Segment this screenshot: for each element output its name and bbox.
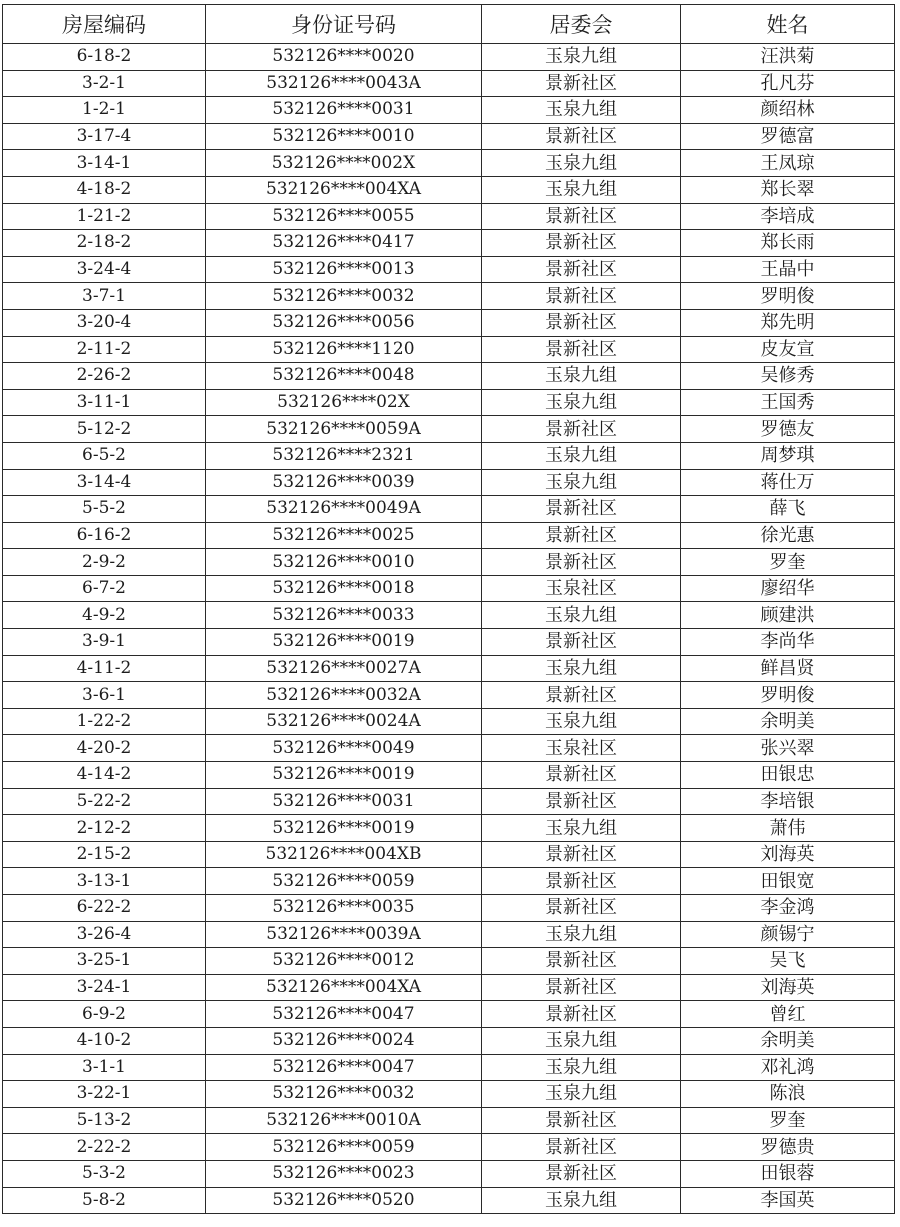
house-code-cell: 2-9-2 bbox=[3, 549, 206, 576]
table-row bbox=[3, 735, 895, 762]
table-row bbox=[3, 150, 895, 177]
document-page bbox=[2, 4, 894, 1214]
house-code-cell: 3-7-1 bbox=[3, 283, 206, 310]
committee-cell: 玉泉九组 bbox=[482, 150, 681, 177]
committee-cell: 景新社区 bbox=[482, 1160, 681, 1187]
id-number-cell: 532126****0047 bbox=[206, 1001, 482, 1028]
committee-cell: 景新社区 bbox=[482, 256, 681, 283]
name-cell: 周梦琪 bbox=[681, 442, 895, 469]
house-code-cell: 1-22-2 bbox=[3, 708, 206, 735]
committee-cell: 玉泉社区 bbox=[482, 735, 681, 762]
house-code-cell: 2-18-2 bbox=[3, 230, 206, 257]
id-number-cell: 532126****004XA bbox=[206, 176, 482, 203]
committee-cell: 景新社区 bbox=[482, 522, 681, 549]
id-number-cell: 532126****0520 bbox=[206, 1187, 482, 1214]
house-code-cell: 2-15-2 bbox=[3, 841, 206, 868]
id-number-cell: 532126****0031 bbox=[206, 788, 482, 815]
name-cell: 余明美 bbox=[681, 1027, 895, 1054]
committee-cell: 景新社区 bbox=[482, 682, 681, 709]
committee-cell: 景新社区 bbox=[482, 788, 681, 815]
id-number-cell: 532126****0048 bbox=[206, 363, 482, 390]
name-cell: 鲜昌贤 bbox=[681, 655, 895, 682]
id-number-cell: 532126****2321 bbox=[206, 442, 482, 469]
table-row bbox=[3, 1160, 895, 1187]
committee-cell: 景新社区 bbox=[482, 123, 681, 150]
table-row bbox=[3, 97, 895, 124]
name-cell: 徐光惠 bbox=[681, 522, 895, 549]
table-row bbox=[3, 895, 895, 922]
id-number-cell: 532126****0059 bbox=[206, 1134, 482, 1161]
name-cell: 郑先明 bbox=[681, 309, 895, 336]
committee-cell: 景新社区 bbox=[482, 70, 681, 97]
id-number-cell: 532126****0024A bbox=[206, 708, 482, 735]
house-code-cell: 5-22-2 bbox=[3, 788, 206, 815]
table-row bbox=[3, 974, 895, 1001]
house-code-cell: 3-17-4 bbox=[3, 123, 206, 150]
committee-cell: 玉泉九组 bbox=[482, 708, 681, 735]
name-cell: 李金鸿 bbox=[681, 895, 895, 922]
id-number-cell: 532126****0019 bbox=[206, 762, 482, 789]
committee-cell: 景新社区 bbox=[482, 762, 681, 789]
header-row bbox=[3, 5, 895, 44]
house-code-cell: 2-22-2 bbox=[3, 1134, 206, 1161]
name-cell: 萧伟 bbox=[681, 815, 895, 842]
committee-cell: 玉泉九组 bbox=[482, 469, 681, 496]
committee-cell: 玉泉社区 bbox=[482, 575, 681, 602]
id-number-cell: 532126****0417 bbox=[206, 230, 482, 257]
table-row bbox=[3, 1134, 895, 1161]
name-cell: 薛飞 bbox=[681, 496, 895, 523]
house-code-cell: 6-18-2 bbox=[3, 44, 206, 71]
table-row bbox=[3, 469, 895, 496]
id-number-cell: 532126****0032A bbox=[206, 682, 482, 709]
name-cell: 王国秀 bbox=[681, 389, 895, 416]
table-row bbox=[3, 363, 895, 390]
committee-cell: 景新社区 bbox=[482, 1107, 681, 1134]
name-cell: 罗明俊 bbox=[681, 682, 895, 709]
table-body bbox=[3, 44, 895, 1214]
name-cell: 曾红 bbox=[681, 1001, 895, 1028]
committee-cell: 玉泉九组 bbox=[482, 176, 681, 203]
id-number-cell: 532126****0023 bbox=[206, 1160, 482, 1187]
name-cell: 李尚华 bbox=[681, 629, 895, 656]
resident-table bbox=[2, 4, 895, 1214]
house-code-cell: 3-6-1 bbox=[3, 682, 206, 709]
name-cell: 王晶中 bbox=[681, 256, 895, 283]
id-number-cell: 532126****0025 bbox=[206, 522, 482, 549]
name-cell: 张兴翠 bbox=[681, 735, 895, 762]
committee-cell: 景新社区 bbox=[482, 1134, 681, 1161]
committee-cell: 玉泉九组 bbox=[482, 97, 681, 124]
house-code-cell: 2-12-2 bbox=[3, 815, 206, 842]
house-code-cell: 3-2-1 bbox=[3, 70, 206, 97]
committee-cell: 景新社区 bbox=[482, 496, 681, 523]
id-number-cell: 532126****0019 bbox=[206, 629, 482, 656]
house-code-cell: 6-9-2 bbox=[3, 1001, 206, 1028]
name-cell: 吴修秀 bbox=[681, 363, 895, 390]
table-row bbox=[3, 868, 895, 895]
id-number-cell: 532126****0010 bbox=[206, 123, 482, 150]
table-row bbox=[3, 815, 895, 842]
committee-cell: 景新社区 bbox=[482, 230, 681, 257]
house-code-cell: 4-9-2 bbox=[3, 602, 206, 629]
committee-cell: 玉泉九组 bbox=[482, 1081, 681, 1108]
name-cell: 蒋仕万 bbox=[681, 469, 895, 496]
table-row bbox=[3, 123, 895, 150]
id-number-cell: 532126****0055 bbox=[206, 203, 482, 230]
table-row bbox=[3, 70, 895, 97]
house-code-cell: 6-5-2 bbox=[3, 442, 206, 469]
house-code-cell: 5-8-2 bbox=[3, 1187, 206, 1214]
table-row bbox=[3, 549, 895, 576]
id-number-cell: 532126****0047 bbox=[206, 1054, 482, 1081]
table-row bbox=[3, 283, 895, 310]
id-number-cell: 532126****0059 bbox=[206, 868, 482, 895]
id-number-cell: 532126****0020 bbox=[206, 44, 482, 71]
id-number-cell: 532126****0056 bbox=[206, 309, 482, 336]
house-code-cell: 3-14-4 bbox=[3, 469, 206, 496]
committee-cell: 玉泉九组 bbox=[482, 921, 681, 948]
name-cell: 罗德友 bbox=[681, 416, 895, 443]
house-code-cell: 3-20-4 bbox=[3, 309, 206, 336]
id-number-cell: 532126****0010 bbox=[206, 549, 482, 576]
header-committee: 居委会 bbox=[482, 5, 681, 44]
house-code-cell: 4-18-2 bbox=[3, 176, 206, 203]
name-cell: 罗奎 bbox=[681, 1107, 895, 1134]
id-number-cell: 532126****0049A bbox=[206, 496, 482, 523]
house-code-cell: 1-21-2 bbox=[3, 203, 206, 230]
house-code-cell: 3-26-4 bbox=[3, 921, 206, 948]
committee-cell: 景新社区 bbox=[482, 1001, 681, 1028]
table-row bbox=[3, 203, 895, 230]
house-code-cell: 2-11-2 bbox=[3, 336, 206, 363]
house-code-cell: 2-26-2 bbox=[3, 363, 206, 390]
committee-cell: 景新社区 bbox=[482, 948, 681, 975]
committee-cell: 景新社区 bbox=[482, 629, 681, 656]
name-cell: 皮友宣 bbox=[681, 336, 895, 363]
name-cell: 罗明俊 bbox=[681, 283, 895, 310]
table-row bbox=[3, 1001, 895, 1028]
committee-cell: 景新社区 bbox=[482, 283, 681, 310]
house-code-cell: 3-24-1 bbox=[3, 974, 206, 1001]
committee-cell: 景新社区 bbox=[482, 336, 681, 363]
name-cell: 罗奎 bbox=[681, 549, 895, 576]
table-row bbox=[3, 389, 895, 416]
header-id-number: 身份证号码 bbox=[206, 5, 482, 44]
id-number-cell: 532126****0031 bbox=[206, 97, 482, 124]
table-row bbox=[3, 708, 895, 735]
name-cell: 汪洪菊 bbox=[681, 44, 895, 71]
table-row bbox=[3, 1054, 895, 1081]
name-cell: 郑长翠 bbox=[681, 176, 895, 203]
id-number-cell: 532126****1120 bbox=[206, 336, 482, 363]
committee-cell: 玉泉九组 bbox=[482, 442, 681, 469]
committee-cell: 玉泉九组 bbox=[482, 815, 681, 842]
id-number-cell: 532126****004XA bbox=[206, 974, 482, 1001]
name-cell: 郑长雨 bbox=[681, 230, 895, 257]
name-cell: 罗德贵 bbox=[681, 1134, 895, 1161]
table-header bbox=[3, 5, 895, 44]
table-row bbox=[3, 762, 895, 789]
name-cell: 陈浪 bbox=[681, 1081, 895, 1108]
house-code-cell: 4-20-2 bbox=[3, 735, 206, 762]
committee-cell: 玉泉九组 bbox=[482, 1027, 681, 1054]
table-row bbox=[3, 948, 895, 975]
table-row bbox=[3, 44, 895, 71]
name-cell: 李国英 bbox=[681, 1187, 895, 1214]
committee-cell: 景新社区 bbox=[482, 841, 681, 868]
id-number-cell: 532126****0039A bbox=[206, 921, 482, 948]
id-number-cell: 532126****0024 bbox=[206, 1027, 482, 1054]
name-cell: 廖绍华 bbox=[681, 575, 895, 602]
table-row bbox=[3, 921, 895, 948]
id-number-cell: 532126****0035 bbox=[206, 895, 482, 922]
id-number-cell: 532126****0012 bbox=[206, 948, 482, 975]
header-name: 姓名 bbox=[681, 5, 895, 44]
house-code-cell: 3-13-1 bbox=[3, 868, 206, 895]
table-row bbox=[3, 841, 895, 868]
name-cell: 吴飞 bbox=[681, 948, 895, 975]
id-number-cell: 532126****0032 bbox=[206, 1081, 482, 1108]
committee-cell: 玉泉九组 bbox=[482, 1054, 681, 1081]
house-code-cell: 3-24-4 bbox=[3, 256, 206, 283]
house-code-cell: 3-22-1 bbox=[3, 1081, 206, 1108]
id-number-cell: 532126****0032 bbox=[206, 283, 482, 310]
table-row bbox=[3, 336, 895, 363]
id-number-cell: 532126****0027A bbox=[206, 655, 482, 682]
house-code-cell: 6-22-2 bbox=[3, 895, 206, 922]
committee-cell: 玉泉九组 bbox=[482, 655, 681, 682]
house-code-cell: 4-10-2 bbox=[3, 1027, 206, 1054]
table-row bbox=[3, 1027, 895, 1054]
name-cell: 李培成 bbox=[681, 203, 895, 230]
house-code-cell: 6-16-2 bbox=[3, 522, 206, 549]
table-row bbox=[3, 629, 895, 656]
committee-cell: 景新社区 bbox=[482, 895, 681, 922]
table-row bbox=[3, 496, 895, 523]
house-code-cell: 6-7-2 bbox=[3, 575, 206, 602]
table-row bbox=[3, 442, 895, 469]
name-cell: 颜锡宁 bbox=[681, 921, 895, 948]
table-row bbox=[3, 788, 895, 815]
id-number-cell: 532126****0059A bbox=[206, 416, 482, 443]
table-row bbox=[3, 256, 895, 283]
name-cell: 田银宽 bbox=[681, 868, 895, 895]
name-cell: 刘海英 bbox=[681, 974, 895, 1001]
committee-cell: 景新社区 bbox=[482, 974, 681, 1001]
committee-cell: 景新社区 bbox=[482, 203, 681, 230]
table-row bbox=[3, 575, 895, 602]
id-number-cell: 532126****0018 bbox=[206, 575, 482, 602]
committee-cell: 景新社区 bbox=[482, 549, 681, 576]
house-code-cell: 5-12-2 bbox=[3, 416, 206, 443]
table-row bbox=[3, 522, 895, 549]
name-cell: 顾建洪 bbox=[681, 602, 895, 629]
committee-cell: 玉泉九组 bbox=[482, 363, 681, 390]
committee-cell: 景新社区 bbox=[482, 309, 681, 336]
table-row bbox=[3, 309, 895, 336]
committee-cell: 玉泉九组 bbox=[482, 1187, 681, 1214]
name-cell: 罗德富 bbox=[681, 123, 895, 150]
house-code-cell: 5-13-2 bbox=[3, 1107, 206, 1134]
table-row bbox=[3, 1081, 895, 1108]
name-cell: 刘海英 bbox=[681, 841, 895, 868]
name-cell: 田银忠 bbox=[681, 762, 895, 789]
table-row bbox=[3, 602, 895, 629]
committee-cell: 玉泉九组 bbox=[482, 44, 681, 71]
table-row bbox=[3, 1187, 895, 1214]
id-number-cell: 532126****0039 bbox=[206, 469, 482, 496]
name-cell: 余明美 bbox=[681, 708, 895, 735]
name-cell: 田银蓉 bbox=[681, 1160, 895, 1187]
table-row bbox=[3, 655, 895, 682]
table-row bbox=[3, 230, 895, 257]
house-code-cell: 3-9-1 bbox=[3, 629, 206, 656]
id-number-cell: 532126****0033 bbox=[206, 602, 482, 629]
id-number-cell: 532126****0043A bbox=[206, 70, 482, 97]
committee-cell: 景新社区 bbox=[482, 416, 681, 443]
committee-cell: 玉泉九组 bbox=[482, 389, 681, 416]
table-row bbox=[3, 416, 895, 443]
id-number-cell: 532126****02X bbox=[206, 389, 482, 416]
house-code-cell: 5-3-2 bbox=[3, 1160, 206, 1187]
id-number-cell: 532126****004XB bbox=[206, 841, 482, 868]
table-row bbox=[3, 1107, 895, 1134]
table-row bbox=[3, 682, 895, 709]
name-cell: 王凤琼 bbox=[681, 150, 895, 177]
name-cell: 颜绍林 bbox=[681, 97, 895, 124]
committee-cell: 玉泉九组 bbox=[482, 602, 681, 629]
house-code-cell: 3-25-1 bbox=[3, 948, 206, 975]
header-house-code: 房屋编码 bbox=[3, 5, 206, 44]
house-code-cell: 4-11-2 bbox=[3, 655, 206, 682]
table-row bbox=[3, 176, 895, 203]
house-code-cell: 3-1-1 bbox=[3, 1054, 206, 1081]
house-code-cell: 4-14-2 bbox=[3, 762, 206, 789]
house-code-cell: 3-11-1 bbox=[3, 389, 206, 416]
house-code-cell: 3-14-1 bbox=[3, 150, 206, 177]
id-number-cell: 532126****0013 bbox=[206, 256, 482, 283]
id-number-cell: 532126****0010A bbox=[206, 1107, 482, 1134]
house-code-cell: 5-5-2 bbox=[3, 496, 206, 523]
id-number-cell: 532126****0049 bbox=[206, 735, 482, 762]
house-code-cell: 1-2-1 bbox=[3, 97, 206, 124]
id-number-cell: 532126****002X bbox=[206, 150, 482, 177]
id-number-cell: 532126****0019 bbox=[206, 815, 482, 842]
name-cell: 孔凡芬 bbox=[681, 70, 895, 97]
name-cell: 李培银 bbox=[681, 788, 895, 815]
name-cell: 邓礼鸿 bbox=[681, 1054, 895, 1081]
committee-cell: 景新社区 bbox=[482, 868, 681, 895]
